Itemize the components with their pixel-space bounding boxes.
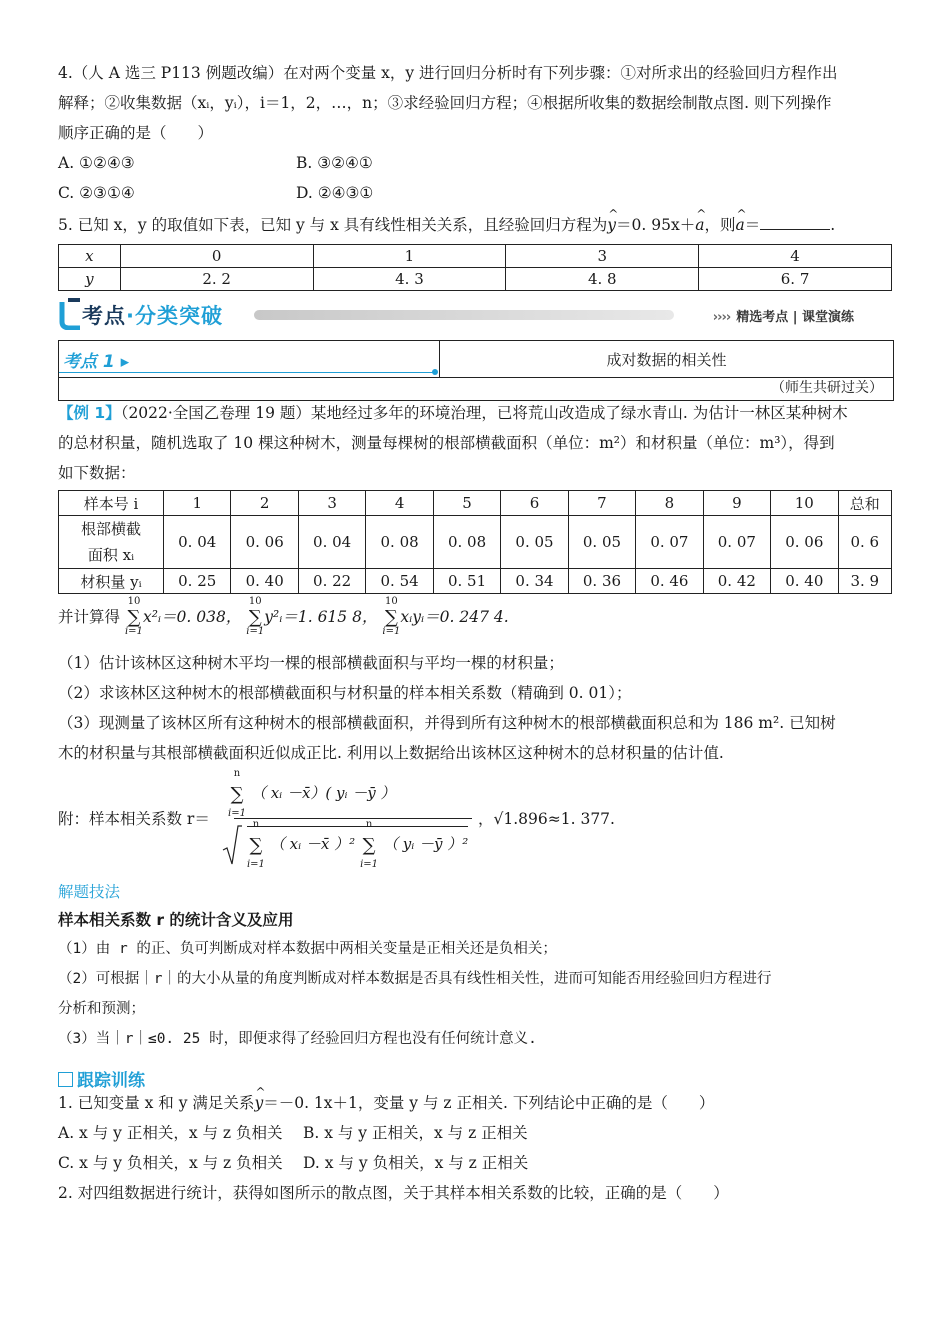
q5-table xyxy=(58,244,892,291)
ex-header-cell: 样本号 i xyxy=(59,491,164,516)
ex-cell: 3. 9 xyxy=(838,569,891,594)
ex-cell: 0. 36 xyxy=(568,569,635,594)
radicand xyxy=(246,818,469,870)
sum-top: n xyxy=(233,767,241,779)
checkbox-icon xyxy=(58,1072,73,1087)
calc-xy: xᵢyᵢ＝0. 247 4. xyxy=(400,608,509,626)
section-banner xyxy=(58,298,894,330)
sum-top: 10 xyxy=(385,596,398,607)
section-title-b: 分类突破 xyxy=(134,304,223,328)
sum-bot: i=1 xyxy=(360,858,379,870)
banner-corner-icon xyxy=(58,298,82,330)
sum-symbol: ∑ n i=1 xyxy=(360,835,378,856)
formula-denominator xyxy=(222,818,469,870)
ex-cell: 0. 08 xyxy=(433,516,500,569)
track-q1-options-ab: A. x 与 y 正相关，x 与 z 负相关 B. x 与 y 正相关，x 与 z 正相关 xyxy=(58,1124,528,1142)
example1-part-1: （1）估计该林区这种树木平均一棵的根部横截面积与平均一棵的材积量； xyxy=(58,654,564,672)
ex-cell: 0. 05 xyxy=(501,516,568,569)
q5-cell: 6. 7 xyxy=(699,268,892,291)
track-q2: 2. 对四组数据进行统计，获得如图所示的散点图，关于其样本相关系数的比较，正确的是（ ） xyxy=(58,1184,729,1202)
method-line-4: （3）当｜r｜≤0. 25 时，即便求得了经验回归方程也没有任何统计意义. xyxy=(58,1031,537,1047)
ex-cell: 0. 6 xyxy=(838,516,891,569)
ex-header-cell: 8 xyxy=(636,491,703,516)
ex-header-cell: 总和 xyxy=(838,491,891,516)
ex-cell: 0. 05 xyxy=(568,516,635,569)
method-line-3: 分析和预测； xyxy=(58,1001,145,1017)
q5-cell: y xyxy=(59,268,121,291)
sum-symbol: ∑ 10 i=1 xyxy=(125,607,143,629)
ex-cell: 0. 07 xyxy=(636,516,703,569)
section-title xyxy=(82,300,223,330)
track-q1-post: ＝－0. 1x＋1，变量 y 与 z 正相关. 下列结论中正确的是（ ） xyxy=(263,1094,715,1112)
example1-line-3: 如下数据： xyxy=(58,464,136,482)
ex-table-row-area xyxy=(59,516,892,569)
ex-cell: 0. 06 xyxy=(771,516,838,569)
q5-y-hat: ^ y xyxy=(607,214,616,236)
calc-y2: y²ᵢ＝1. 615 8， xyxy=(264,608,378,626)
q4-option-d: D. ②④③① xyxy=(296,184,374,202)
ex-cell: 0. 04 xyxy=(298,516,365,569)
ex-cell: 0. 54 xyxy=(366,569,433,594)
appendix-pre: 附：样本相关系数 r＝ xyxy=(58,810,210,828)
q5-text-pre: 5. 已知 x，y 的取值如下表，已知 y 与 x 具有线性相关关系，且经验回归方程为 xyxy=(58,216,608,234)
method-line-1: （1）由 r 的正、负可判断成对样本数据中两相关变量是正相关还是负相关； xyxy=(58,941,557,957)
kaodian-dot xyxy=(432,369,438,375)
ex-cell: 0. 34 xyxy=(501,569,568,594)
section-right-text: 精选考点 | 课堂演练 xyxy=(736,310,854,325)
q5-cell: 2. 2 xyxy=(120,268,313,291)
kaodian-underline xyxy=(59,372,435,373)
sum-symbol: ∑ n i=1 xyxy=(228,784,246,805)
sum-symbol: ∑ 10 i=1 xyxy=(382,607,400,629)
ex-header-cell: 7 xyxy=(568,491,635,516)
q4-option-c: C. ②③①④ xyxy=(58,184,135,202)
q5-end: . xyxy=(830,216,836,234)
sum-bot: i=1 xyxy=(124,626,143,637)
kaodian-title: 成对数据的相关性 xyxy=(606,351,727,369)
section-bar xyxy=(254,310,674,320)
den-x-term: （ xᵢ －x̄ ）² xyxy=(269,835,356,853)
kaodian-sub-text: （师生共研过关） xyxy=(771,380,883,396)
section-title-dot: · xyxy=(126,304,135,328)
method-heading: 解题技法 xyxy=(58,883,121,901)
kaodian-sub xyxy=(58,376,894,401)
ex-header-cell: 3 xyxy=(298,491,365,516)
q4-line-3: 顺序正确的是（ ） xyxy=(58,124,214,142)
kaodian-box xyxy=(58,340,894,378)
q5-row-y xyxy=(59,268,892,291)
appendix-post: ，√1.896≈1. 377. xyxy=(478,810,615,828)
example1-tag: 【例 1】 xyxy=(58,404,121,422)
example1-line-1 xyxy=(58,402,848,424)
sum-bot: i=1 xyxy=(382,626,401,637)
kaodian-tag: 考点 1 ▸ xyxy=(63,352,130,372)
ex-header-cell: 5 xyxy=(433,491,500,516)
formula-numerator xyxy=(228,767,396,819)
q5-cell: 3 xyxy=(506,245,699,268)
numerator-text: （ xᵢ －x̄）( yᵢ －ȳ ） xyxy=(250,784,396,802)
q5-cell: 4. 8 xyxy=(506,268,699,291)
example1-table xyxy=(58,490,892,594)
sum-top: n xyxy=(252,818,260,830)
track-q1-options-cd: C. x 与 y 负相关，x 与 z 负相关 D. x 与 y 负相关，x 与 z 正相关 xyxy=(58,1154,529,1172)
sum-top: 10 xyxy=(127,596,141,607)
track-q1-pre: 1. 已知变量 x 和 y 满足关系 xyxy=(58,1094,255,1112)
section-title-a: 考点 xyxy=(82,304,126,328)
ex-cell: 0. 42 xyxy=(703,569,770,594)
ex-cell: 0. 51 xyxy=(433,569,500,594)
q5-row-x xyxy=(59,245,892,268)
ex-cell: 0. 40 xyxy=(771,569,838,594)
q4-option-b: B. ③②④① xyxy=(296,154,373,172)
track-heading xyxy=(58,1066,145,1091)
q5-cell: x xyxy=(59,245,121,268)
q5-eq-mid: ＝0. 95x＋ xyxy=(616,216,696,234)
q5-cell: 0 xyxy=(120,245,313,268)
den-y-term: （ yᵢ －ȳ ）² xyxy=(383,835,469,853)
section-right xyxy=(713,306,854,325)
sum-symbol: ∑ 10 i=1 xyxy=(246,607,264,629)
ex-header-cell: 9 xyxy=(703,491,770,516)
ex-cell: 0. 06 xyxy=(231,516,298,569)
ex-cell: 0. 25 xyxy=(164,569,231,594)
q5-cell: 4. 3 xyxy=(313,268,506,291)
q5-answer-blank[interactable] xyxy=(760,215,830,230)
q5-cell: 4 xyxy=(699,245,892,268)
sqrt-icon xyxy=(222,824,242,868)
sum-bot: i=1 xyxy=(228,807,246,819)
track-q1-y-hat: ^ y xyxy=(254,1092,263,1114)
method-title: 样本相关系数 r 的统计含义及应用 xyxy=(58,911,294,929)
sum-bot: i=1 xyxy=(246,626,265,637)
method-line-2: （2）可根据｜r｜的大小从量的角度判断成对样本数据是否具有线性相关性，进而可知能否用经验回归方程进行 xyxy=(58,971,772,987)
example1-part-3a: （3）现测量了该林区所有这种树木的根部横截面积，并得到所有这种树木的根部横截面积总和为 186 m². 已知树 xyxy=(58,714,836,732)
example1-calc xyxy=(58,596,509,637)
ex-cell: 0. 07 xyxy=(703,516,770,569)
ex-header-cell: 2 xyxy=(231,491,298,516)
ex-cell: 0. 08 xyxy=(366,516,433,569)
ex-cell: 0. 22 xyxy=(298,569,365,594)
ex-header-cell: 6 xyxy=(501,491,568,516)
example1-line-1-text: （2022·全国乙卷理 19 题）某地经过多年的环境治理，已将荒山改造成了绿水青山. 为估计一林区某种树木 xyxy=(120,404,848,422)
sum-symbol: ∑ n i=1 xyxy=(247,835,265,856)
ex-table-header xyxy=(59,491,892,516)
track-q1 xyxy=(58,1092,714,1114)
chevrons-icon: ›››› xyxy=(712,310,731,325)
ex-header-cell: 4 xyxy=(366,491,433,516)
sum-top: 10 xyxy=(248,596,262,607)
track-heading-text: 跟踪训练 xyxy=(77,1071,145,1091)
q5-a-hat-2: ^ a xyxy=(736,214,745,236)
ex-table-row-volume xyxy=(59,569,892,594)
q4-line-1: 4.（人 A 选三 P113 例题改编）在对两个变量 x，y 进行回归分析时有下列步骤：①对所求出的经验回归方程作出 xyxy=(58,64,838,82)
q4-option-a: A. ①②④③ xyxy=(58,154,135,172)
example1-part-2: （2）求该林区这种树木的根部横截面积与材积量的样本相关系数（精确到 0. 01）； xyxy=(58,684,632,702)
ex-cell: 0. 40 xyxy=(231,569,298,594)
example1-line-2: 的总材积量，随机选取了 10 棵这种树木，测量每棵树的根部横截面积（单位：m²）和材积量（单位：m³），得到 xyxy=(58,434,835,452)
ex-row-label-volume: 材积量 yᵢ xyxy=(59,569,164,594)
q5-cell: 1 xyxy=(313,245,506,268)
ex-row-label-area xyxy=(59,516,164,569)
appendix-formula xyxy=(58,767,894,872)
ex-row-label-area-2: 面积 xᵢ xyxy=(87,546,135,564)
ex-header-cell: 1 xyxy=(164,491,231,516)
calc-pre: 并计算得 xyxy=(58,608,121,626)
q5-text-post: ，则 xyxy=(704,216,736,234)
ex-row-label-area-1: 根部横截 xyxy=(80,520,141,538)
calc-x2: x²ᵢ＝0. 038， xyxy=(142,608,242,626)
ex-header-cell: 10 xyxy=(771,491,838,516)
q5-eq-tail: ＝ xyxy=(744,216,761,234)
ex-cell: 0. 04 xyxy=(164,516,231,569)
q5-a-hat: ^ a xyxy=(695,214,704,236)
q5-stem xyxy=(58,214,835,236)
sum-top: n xyxy=(365,818,373,830)
example1-part-3b: 木的材积量与其根部横截面积近似成正比. 利用以上数据给出该林区这种树木的总材积量的估计值. xyxy=(58,744,724,762)
sum-bot: i=1 xyxy=(246,858,265,870)
q4-line-2: 解释；②收集数据（xᵢ，yᵢ），i＝1，2，…，n；③求经验回归方程；④根据所收集的数据绘制散点图. 则下列操作 xyxy=(58,94,832,112)
ex-cell: 0. 46 xyxy=(636,569,703,594)
fraction-bar xyxy=(234,818,472,819)
